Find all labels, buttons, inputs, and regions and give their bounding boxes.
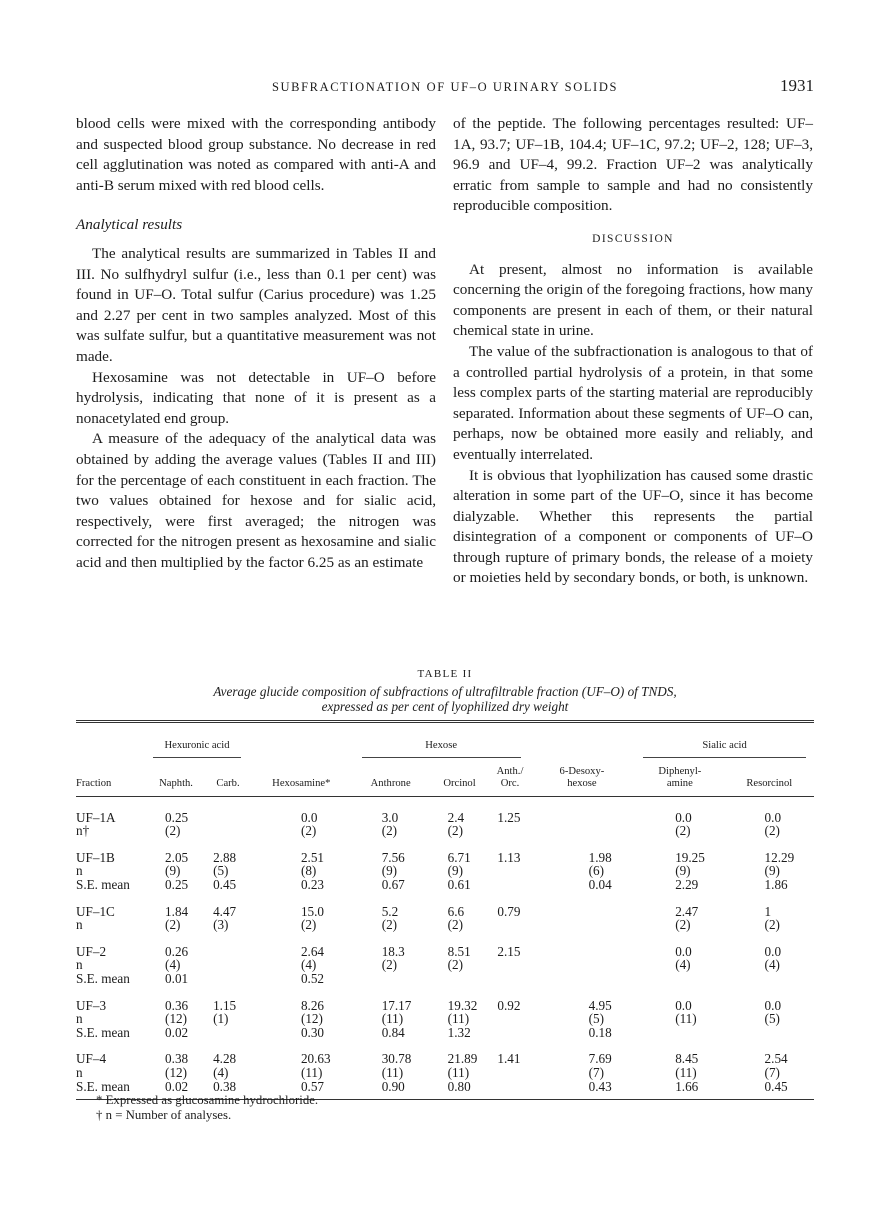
table-cell-name: UF–4 [76,1051,107,1067]
table-cell-naphth: 2.05 [165,849,189,865]
table-cell-desoxy: 4.95 [588,997,612,1013]
table-cell-carb [207,824,249,838]
table-cell-ao [491,824,528,838]
table-cell-ao [491,1080,528,1100]
table-row [76,972,814,986]
table-cell-orcinol: (11) [447,1011,470,1027]
table-row [76,796,814,824]
table-cell-diph: 19.25 [675,849,705,865]
table-cell-diph: (2) [675,823,691,839]
table-row [76,824,814,838]
table-cell-res: (5) [764,1011,780,1027]
table-cell-desoxy [529,958,636,972]
table-cell-desoxy: 7.69 [588,1051,612,1067]
right-column [453,114,813,589]
table-container [76,720,814,1100]
table-row [76,892,814,919]
group-hexuronic-acid: Hexuronic acid [145,722,249,762]
table-cell-carb: 0.38 [213,1078,237,1094]
table-cell-hexosamine: (12) [300,1011,323,1027]
table-cell-desoxy: 1.98 [588,849,612,865]
table-cell-naphth: 0.01 [165,970,189,986]
table-cell-orcinol: 19.32 [447,997,478,1013]
table-cell-carb [207,796,249,824]
table-cell-res [725,1026,814,1040]
table-cell-diph: 2.29 [675,876,699,892]
table-cell-diph: 1.66 [675,1078,699,1094]
table-cell-desoxy [529,932,636,959]
section-heading: DISCUSSION [592,232,674,245]
table-cell-name: S.E. mean [76,1024,130,1040]
table-cell-orcinol: 1.32 [447,1024,471,1040]
table-cell-orcinol: (11) [447,1064,470,1080]
table-cell-orcinol: (2) [447,823,464,839]
table-cell-ao [491,958,528,972]
table-cell-hexosamine: 2.51 [300,849,325,865]
table-cell-orcinol: 0.80 [447,1078,471,1094]
table-cell-diph: 0.0 [675,943,692,959]
table-cell-name: n [76,863,83,879]
table-cell-naphth: (2) [165,917,181,933]
paragraph: A measure of the adequacy of the analytical data was obtained by adding the average values (Tables II and III) for the percentage of each constituent in each fraction. The two values obtained for hexose and for sialic acid, respectively, were first averaged; the nitrogen was corrected for the nitrogen present as hexosamine and sialic acid and then multiplied by the factor 6.25 as an estimate [76,430,436,571]
col-6-desoxyhexose: 6-Desoxy- hexose [529,722,636,797]
running-header [76,76,814,100]
paragraph: At present, almost no information is available concerning the origin of the foregoing fractions, how many components are present in each of them, or their natural chemical state in urine. [453,260,813,340]
table-cell-ao [491,972,528,986]
table-cell-naphth: (9) [165,863,181,879]
table-cell-hexosamine: 0.0 [300,809,318,825]
data-table [76,720,814,1100]
table-cell-naphth: (2) [165,823,181,839]
table-row [76,838,814,865]
table-cell-name: UF–2 [76,943,107,959]
table-cell-ao [491,878,528,892]
table-cell-carb: 0.45 [213,876,237,892]
table-cell-naphth: (4) [165,957,181,973]
table-cell-anthrone: (2) [381,823,398,839]
table-cell-res: 0.0 [764,809,782,825]
table-cell-naphth: 0.25 [165,809,189,825]
table-cell-ao [491,864,528,878]
table-row [76,864,814,878]
col-hexosamine: Hexosamine* [249,722,354,797]
table-cell-desoxy [529,892,636,919]
table-cell-carb: (5) [213,863,229,879]
col-resorcinol: Resorcinol [725,762,814,797]
table-cell-name: S.E. mean [76,876,130,892]
table-cell-hexosamine: 0.30 [300,1024,325,1040]
footnote: † n = Number of analyses. [96,1107,232,1122]
table-cell-carb: (1) [213,1011,229,1027]
table-cell-carb: 4.28 [213,1051,237,1067]
table-cell-naphth: 0.26 [165,943,189,959]
table-cell-anthrone: 18.3 [381,943,405,959]
table-cell-orcinol: 2.4 [447,809,465,825]
table-cell-ao: 1.25 [497,809,521,825]
table-cell-hexosamine: 0.23 [300,876,325,892]
table-cell-desoxy [529,972,636,986]
table-row [76,986,814,1013]
table-cell-res: (2) [764,823,780,839]
paragraph: blood cells were mixed with the corresponding antibody and suspected blood group substance. No decrease in red cell agglutination was noted as compared with anti-A and anti-B serum mixed with red blood cells. [76,115,436,194]
table-cell-res: 0.45 [764,1078,788,1094]
table-cell-hexosamine: 20.63 [300,1051,331,1067]
table-cell-anthrone: (2) [381,917,398,933]
table-cell-hexosamine: 8.26 [300,997,325,1013]
col-diphenylamine: Diphenyl- amine [635,762,724,797]
table-title-line: Average glucide composition of subfractions of ultrafiltrable fraction (UF–O) of TNDS, [213,684,677,699]
table-cell-res: 0.0 [764,997,782,1013]
table-cell-naphth: 0.02 [165,1024,189,1040]
table-cell-diph: 0.0 [675,997,692,1013]
table-cell-carb [207,932,249,959]
table-cell-diph: 8.45 [675,1051,699,1067]
table-cell-diph: 0.0 [675,809,692,825]
paragraph: It is obvious that lyophilization has caused some drastic alteration in some part of the UF–O, since it has become dialyzable. Whether this represents the partial disintegration of a component or components of UF–O through rupture of primary bonds, the release of a moiety or moieties held by secondary bonds, or both, is unknown. [453,466,813,587]
paragraph: Hexosamine was not detectable in UF–O before hydrolysis, indicating that none of it is present as a nonacetylated end group. [76,368,436,427]
table-cell-carb [207,1026,249,1040]
col-naphth: Naphth. [145,762,207,797]
table-row [76,1039,814,1066]
table-cell-anthrone: 5.2 [381,903,399,919]
table-cell-name: UF–1A [76,809,116,825]
table-cell-anthrone: (2) [381,957,398,973]
table-cell-res: (7) [764,1064,780,1080]
table-label: TABLE II [417,668,473,680]
group-sialic-acid: Sialic acid [635,722,814,762]
table-cell-desoxy [529,824,636,838]
table-cell-hexosamine: (2) [300,917,317,933]
paragraph: The analytical results are summarized in Tables II and III. No sulfhydryl sulfur (i.e., less than 0.1 per cent) was found in UF–O. Total sulfur (Carius procedure) was 1.25 and 2.27 per cent in two samples analyzed. Most of this was sulfate sulfur, but a quantitative measurement was not made. [76,244,436,365]
col-orcinol: Orcinol [428,762,492,797]
table-cell-anthrone: (11) [381,1011,404,1027]
table-cell-anthrone: (11) [381,1064,404,1080]
table-cell-orcinol: (2) [447,957,464,973]
table-cell-name: n [76,1064,83,1080]
left-column [76,114,436,573]
table-cell-orcinol: 8.51 [447,943,471,959]
table-cell-res: 12.29 [764,849,795,865]
table-cell-diph [635,1026,724,1040]
table-cell-diph: (4) [675,957,691,973]
table-cell-hexosamine: (2) [300,823,317,839]
paragraph: of the peptide. The following percentages resulted: UF–1A, 93.7; UF–1B, 104.4; UF–1C, 97.2; UF–2, 128; UF–3, 96.9 and UF–4, 99.2. Fraction UF–2 was analytically erratic from sample to sample and had no consistently reproducible composition. [453,115,813,215]
table-cell-desoxy: (5) [588,1011,605,1027]
table-cell-orcinol: (9) [447,863,464,879]
table-row [76,932,814,959]
table-cell-res [725,972,814,986]
col-anthrone: Anthrone [354,762,428,797]
table-row [76,958,814,972]
col-anth-orc: Anth./ Orc. [491,762,528,797]
table-row [76,878,814,892]
table-cell-ao: 2.15 [497,943,521,959]
table-cell-hexosamine: 0.57 [300,1078,325,1094]
table-row [76,1026,814,1040]
table-cell-carb [207,972,249,986]
table-cell-naphth: 0.38 [165,1051,189,1067]
table-cell-ao: 0.79 [497,903,521,919]
table-cell-desoxy [529,796,636,824]
table-cell-ao: 1.13 [497,849,521,865]
group-hexose: Hexose [354,722,529,762]
table-cell-diph: (11) [675,1064,697,1080]
table-cell-ao [491,1066,528,1080]
table-cell-desoxy [529,918,636,932]
table-cell-naphth: 0.02 [165,1078,189,1094]
table-cell-name: n [76,1011,83,1027]
table-cell-hexosamine: (4) [300,957,317,973]
table-cell-ao [491,918,528,932]
table-cell-orcinol: 6.71 [447,849,471,865]
table-cell-orcinol: 6.6 [447,903,465,919]
table-row [76,1066,814,1080]
table-footnotes [96,1093,318,1122]
table-title [76,684,814,714]
table-cell-diph: (11) [675,1011,697,1027]
table-cell-orcinol: 0.61 [447,876,471,892]
table-cell-ao: 0.92 [497,997,521,1013]
table-cell-orcinol [428,972,492,986]
table-cell-desoxy: 0.43 [588,1078,612,1094]
table-cell-hexosamine: 2.64 [300,943,325,959]
table-cell-anthrone [354,972,428,986]
paragraph: The value of the subfractionation is analogous to that of a controlled partial hydrolysis of a protein, in that some less complex parts of the starting material are reproducibly separated. Information about these segments of UF–O can, perhaps, now be obtained more easily and reliably, and eventually interrelated. [453,342,813,463]
table-cell-naphth: 0.25 [165,876,189,892]
table-body [76,796,814,1100]
subsection-heading: Analytical results [76,216,183,234]
table-cell-hexosamine: 15.0 [300,903,325,919]
table-cell-orcinol: 21.89 [447,1051,478,1067]
table-cell-diph: (2) [675,917,691,933]
table-cell-hexosamine: (11) [300,1064,323,1080]
table-cell-res: 1.86 [764,876,788,892]
table-cell-anthrone: 0.84 [381,1024,405,1040]
table-row [76,1012,814,1026]
table-cell-anthrone: 7.56 [381,849,405,865]
table-cell-naphth: 1.84 [165,903,189,919]
table-cell-carb: 1.15 [213,997,237,1013]
running-title: SUBFRACTIONATION OF UF–O URINARY SOLIDS [272,80,618,94]
table-cell-ao [491,1026,528,1040]
table-cell-anthrone: 0.90 [381,1078,405,1094]
table-cell-anthrone: 17.17 [381,997,412,1013]
table-cell-name: UF–1B [76,849,115,865]
table-cell-name: S.E. mean [76,1078,130,1094]
table-cell-desoxy: (6) [588,863,605,879]
table-cell-anthrone: 3.0 [381,809,399,825]
table-cell-res: 1 [764,903,772,919]
table-cell-name: n [76,957,83,973]
table-cell-naphth: (12) [165,1064,188,1080]
table-cell-naphth: (12) [165,1011,188,1027]
table-cell-name: n† [76,823,90,839]
table-cell-naphth: 0.36 [165,997,189,1013]
table-cell-res: 2.54 [764,1051,788,1067]
col-fraction: Fraction [76,722,145,797]
table-cell-carb: (3) [213,917,229,933]
table-cell-name: UF–3 [76,997,107,1013]
table-cell-carb [207,958,249,972]
page-number: 1931 [780,76,814,95]
col-carb: Carb. [207,762,249,797]
table-cell-diph: (9) [675,863,691,879]
table-cell-anthrone: (9) [381,863,398,879]
table-cell-diph: 2.47 [675,903,699,919]
footnote: * Expressed as glucosamine hydrochloride. [96,1093,319,1107]
table-cell-orcinol: (2) [447,917,464,933]
table-cell-diph [635,972,724,986]
table-cell-carb: (4) [213,1064,229,1080]
table-cell-hexosamine: 0.52 [300,970,325,986]
table-cell-anthrone: 30.78 [381,1051,412,1067]
table-cell-res: (4) [764,957,780,973]
table-cell-name: S.E. mean [76,970,130,986]
table-cell-desoxy: 0.04 [588,876,612,892]
table-title-line: expressed as per cent of lyophilized dry weight [321,699,569,714]
table-cell-desoxy: 0.18 [588,1024,612,1040]
table-cell-hexosamine: (8) [300,863,317,879]
table-cell-carb: 2.88 [213,849,237,865]
table-cell-desoxy: (7) [588,1064,605,1080]
table-row [76,918,814,932]
table-cell-carb: 4.47 [213,903,237,919]
table-cell-res: (9) [764,863,780,879]
table-cell-ao [491,1012,528,1026]
table-cell-anthrone: 0.67 [381,876,405,892]
table-cell-res: (2) [764,917,780,933]
table-cell-ao: 1.41 [497,1051,521,1067]
table-cell-res: 0.0 [764,943,782,959]
table-cell-name: n [76,917,83,933]
table-cell-name: UF–1C [76,903,115,919]
